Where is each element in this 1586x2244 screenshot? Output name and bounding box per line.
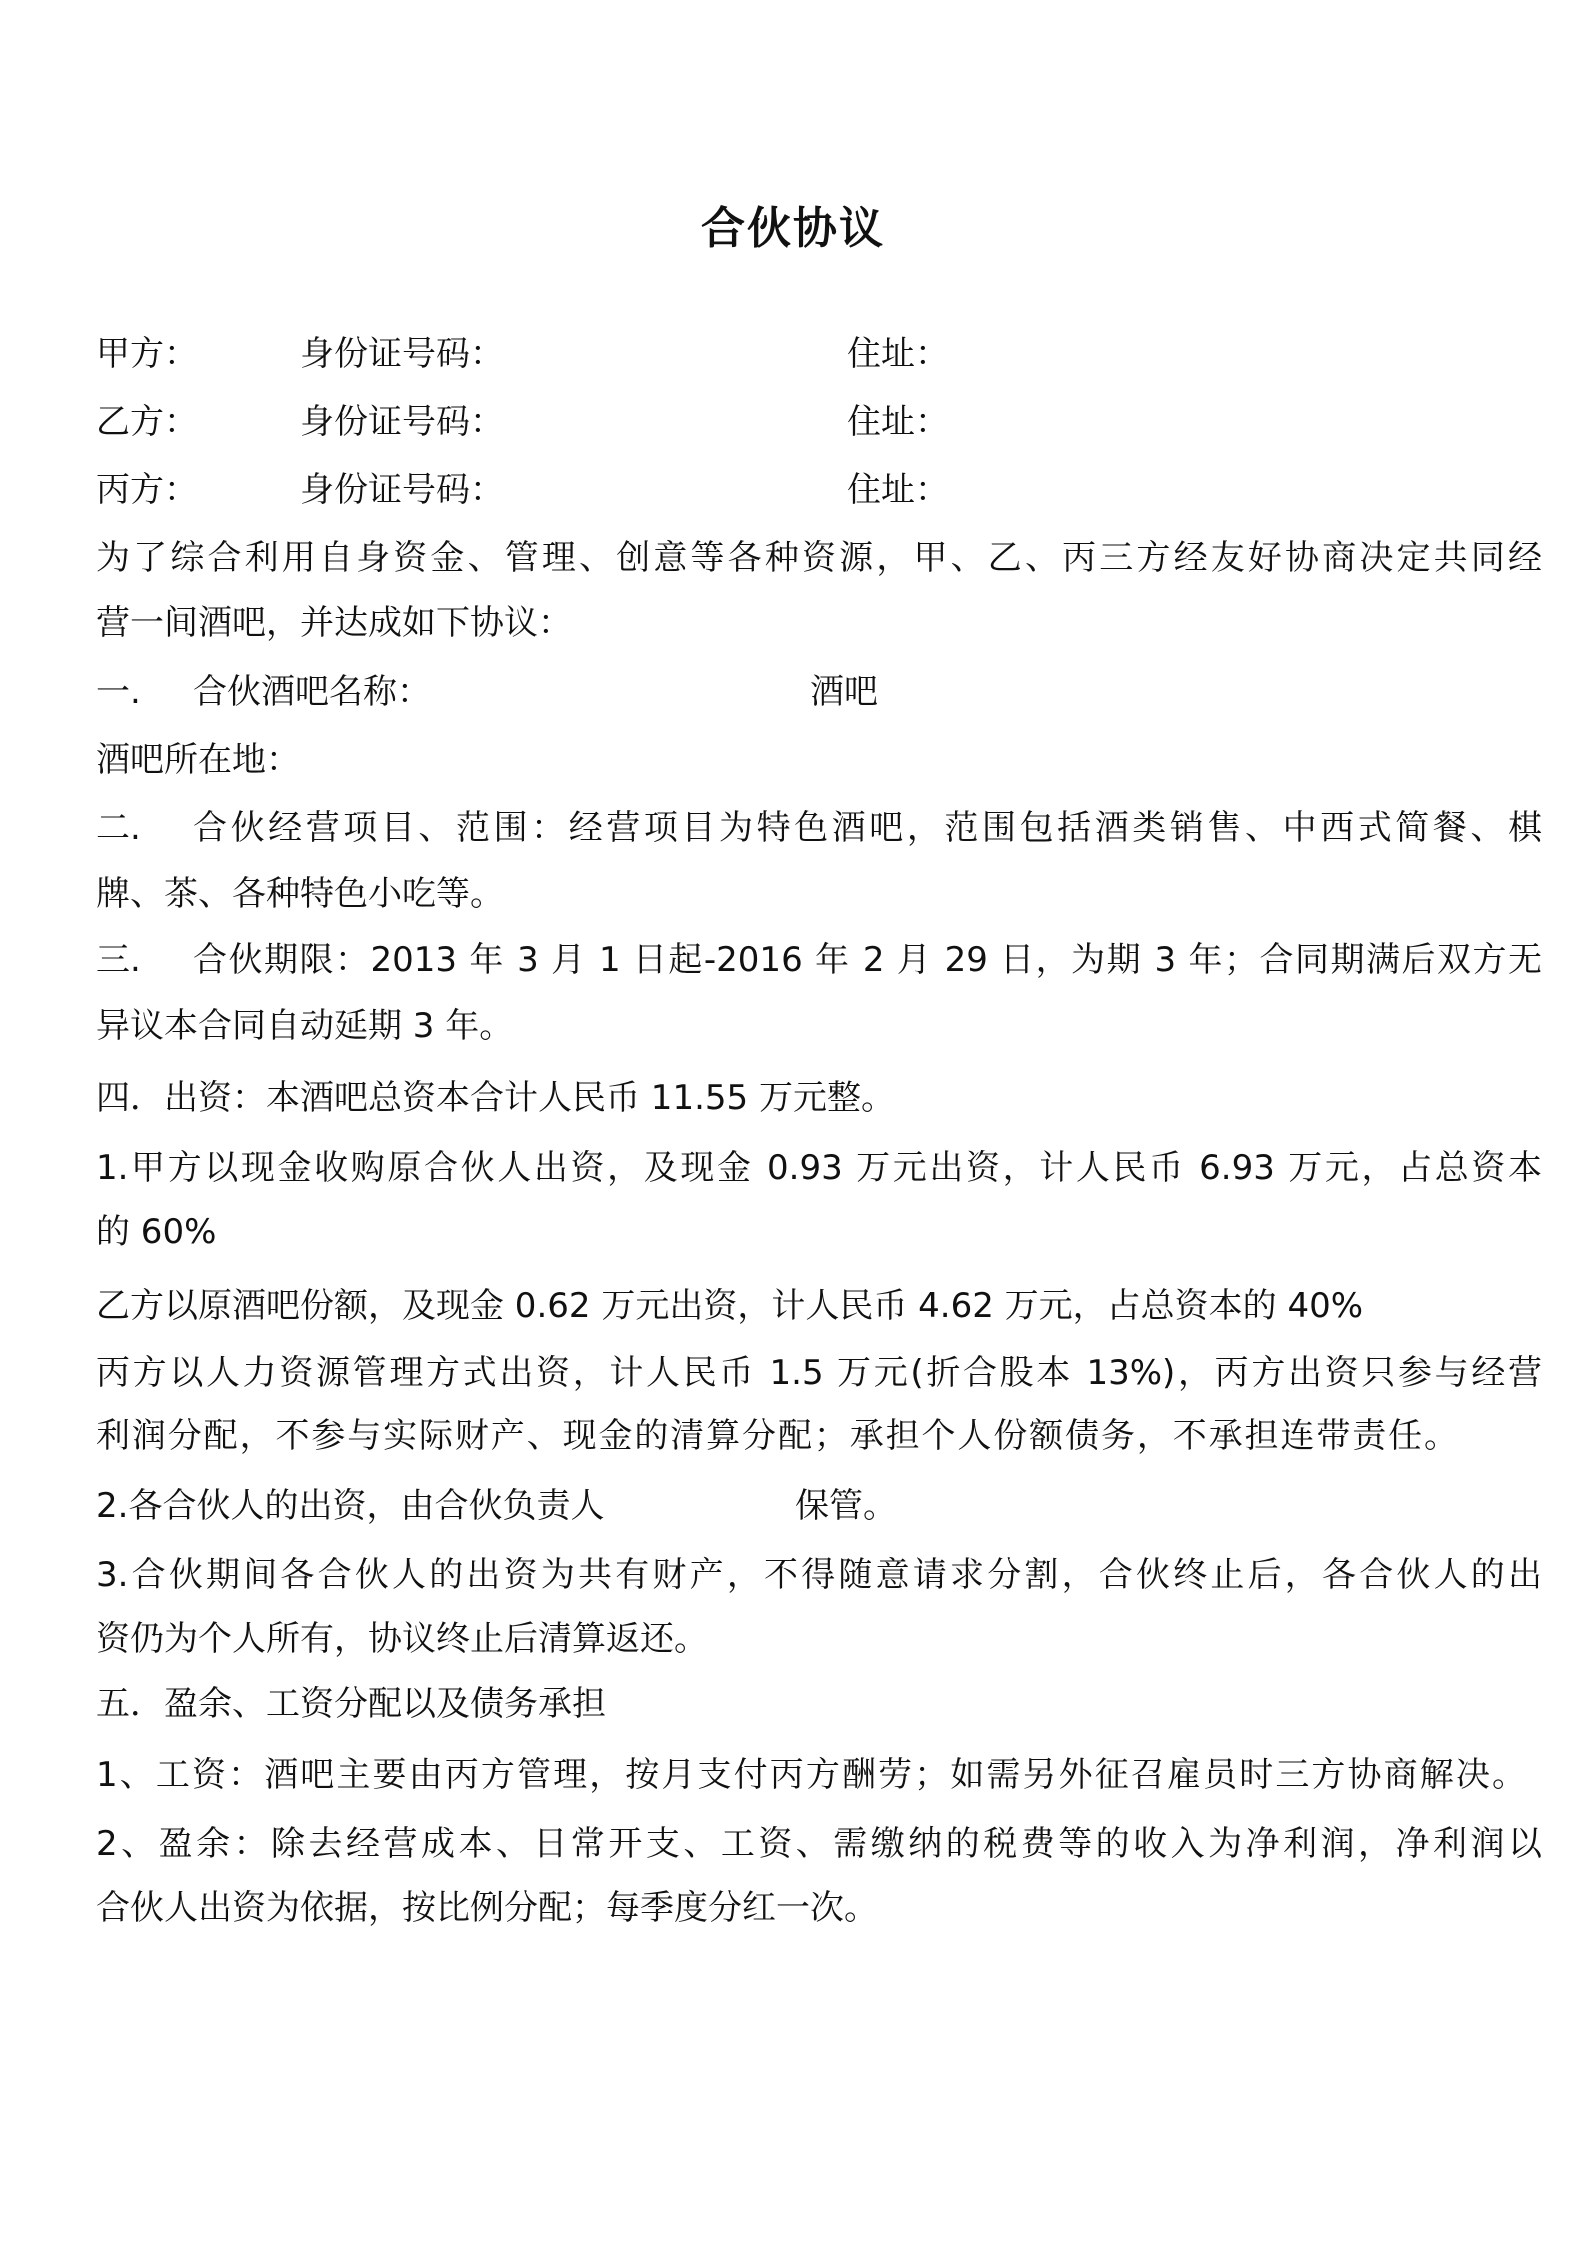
party-a-address-label: 住址：: [847, 334, 949, 374]
party-c-label: 丙方：: [96, 470, 198, 510]
section-3-number: 三.: [96, 940, 141, 980]
section-4-party-c-line-2: 利润分配，不参与实际财产、现金的清算分配；承担个人份额债务，不承担连带责任。: [96, 1416, 1458, 1456]
section-4-p2-text: 2.各合伙人的出资，由合伙负责人: [96, 1486, 605, 1526]
section-4-p1-line-2: 的 60%: [96, 1212, 217, 1252]
party-b-id-label: 身份证号码：: [300, 402, 504, 442]
section-4-party-b-contribution: 乙方以原酒吧份额，及现金 0.62 万元出资，计人民币 4.62 万元，占总资本的 40%: [96, 1286, 1364, 1326]
party-a-id-label: 身份证号码：: [300, 334, 504, 374]
section-4-party-c-line-1: 丙方以人力资源管理方式出资，计人民币 1.5 万元(折合股本 13%)，丙方出资只参与经营: [96, 1353, 1542, 1393]
section-2-line-2: 牌、茶、各种特色小吃等。: [96, 874, 504, 914]
section-4-heading: 四．出资：本酒吧总资本合计人民币 11.55 万元整。: [96, 1078, 895, 1118]
party-b-address-label: 住址：: [847, 402, 949, 442]
section-1-label: 合伙酒吧名称：: [193, 672, 431, 712]
intro-line-2: 营一间酒吧，并达成如下协议：: [96, 603, 572, 643]
party-b-label: 乙方：: [96, 402, 198, 442]
intro-line-1: 为了综合利用自身资金、管理、创意等各种资源，甲、乙、丙三方经友好协商决定共同经: [96, 538, 1542, 578]
section-1-number: 一.: [96, 672, 141, 712]
document-title: 合伙协议: [701, 203, 885, 254]
party-a-label: 甲方：: [96, 334, 198, 374]
section-4-p3-line-1: 3.合伙期间各合伙人的出资为共有财产，不得随意请求分割，合伙终止后，各合伙人的出: [96, 1555, 1542, 1595]
section-5-p2-line-2: 合伙人出资为依据，按比例分配；每季度分红一次。: [96, 1888, 878, 1928]
section-3-line-1: 合伙期限：2013 年 3 月 1 日起-2016 年 2 月 29 日，为期 3 年；合同期满后双方无: [193, 940, 1542, 980]
section-2-line-1: 合伙经营项目、范围：经营项目为特色酒吧，范围包括酒类销售、中西式简餐、棋: [193, 808, 1542, 848]
section-1-bar-name: 酒吧: [810, 672, 878, 712]
section-1-location: 酒吧所在地：: [96, 740, 300, 780]
section-5-p2-line-1: 2、盈余：除去经营成本、日常开支、工资、需缴纳的税费等的收入为净利润，净利润以: [96, 1824, 1542, 1864]
section-5-p1: 1、工资：酒吧主要由丙方管理，按月支付丙方酬劳；如需另外征召雇员时三方协商解决。: [96, 1755, 1526, 1795]
section-5-heading: 五．盈余、工资分配以及债务承担: [96, 1684, 606, 1724]
party-c-address-label: 住址：: [847, 470, 949, 510]
section-4-p1-line-1: 1.甲方以现金收购原合伙人出资，及现金 0.93 万元出资，计人民币 6.93 万元，占总资本: [96, 1148, 1542, 1188]
party-c-id-label: 身份证号码：: [300, 470, 504, 510]
section-4-p3-line-2: 资仍为个人所有，协议终止后清算返还。: [96, 1619, 708, 1659]
section-2-number: 二.: [96, 808, 141, 848]
section-4-p2-custody: 保管。: [795, 1486, 897, 1526]
section-3-line-2: 异议本合同自动延期 3 年。: [96, 1006, 514, 1046]
